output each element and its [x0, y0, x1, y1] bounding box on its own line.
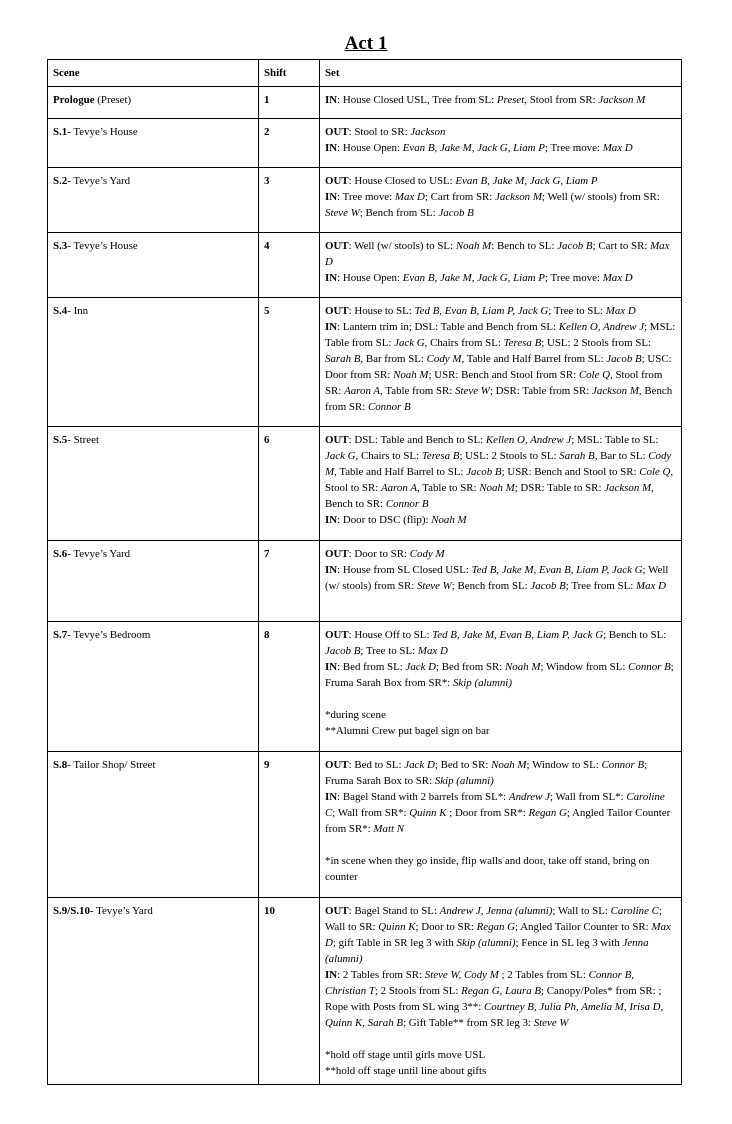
set-text: ; Window from SL: — [540, 661, 629, 673]
crew-name: Connor B — [601, 759, 645, 771]
table-row — [48, 87, 682, 119]
crew-name: Teresa B — [421, 450, 460, 462]
crew-name: Andrew J — [508, 791, 550, 803]
scene-name: - Tailor Shop/ Street — [67, 759, 156, 771]
set-text: ; Fruma Sarah Box to SR: — [325, 759, 648, 787]
scene-cell — [48, 898, 259, 1085]
crew-name: Jenna (alumni) — [325, 937, 649, 965]
crew-name: Kellen O, Andrew J — [485, 434, 572, 446]
set-text: , Stool from SR: — [524, 94, 599, 106]
column-header-shift: Shift — [259, 60, 320, 87]
set-text: ; Well (w/ stools) from SR: — [541, 191, 660, 203]
set-in-line — [325, 92, 677, 108]
action-keyword: OUT — [325, 905, 349, 917]
set-text: ; Bench from SL: — [451, 580, 531, 592]
crew-name: Jackson — [410, 126, 446, 138]
set-text: : Bench to SL: — [491, 240, 558, 252]
set-text: , Stool from SR: — [325, 369, 663, 397]
action-keyword: IN — [325, 321, 338, 333]
set-cell — [320, 622, 682, 752]
scene-code: S.7 — [53, 629, 68, 641]
set-text: ; DSR: Table from SR: — [489, 385, 593, 397]
action-keyword: OUT — [325, 305, 349, 317]
set-text: : House to SL: — [348, 305, 415, 317]
crew-name: Noah M — [393, 369, 429, 381]
set-text: ; Bench to SL: — [603, 629, 667, 641]
set-cell — [320, 752, 682, 898]
crew-name: Caroline C — [610, 905, 659, 917]
set-text: ; gift Table in SR leg 3 with — [332, 937, 457, 949]
scene-code: S.6 — [53, 548, 68, 560]
scene-note: *in scene when they go inside, flip walls and door, take off stand, bring on counter — [325, 855, 650, 883]
scene-note: *hold off stage until girls move USL — [325, 1049, 486, 1061]
scene-name: (Preset) — [94, 94, 132, 106]
set-text: : Tree move: — [337, 191, 395, 203]
crew-name: Connor B, Christian T — [325, 969, 634, 997]
scene-cell — [48, 752, 259, 898]
set-text: : Well (w/ stools) to SL: — [348, 240, 456, 252]
scene-code: S.3 — [53, 240, 68, 252]
set-cell — [320, 168, 682, 233]
set-in-line — [325, 789, 677, 837]
set-text: ; Wall from SR*: — [332, 807, 410, 819]
set-text: : Bed to SL: — [348, 759, 405, 771]
table-row — [48, 752, 682, 898]
crew-name: Aaron A — [381, 482, 418, 494]
action-keyword: OUT — [325, 240, 349, 252]
set-in-line — [325, 189, 677, 221]
crew-name: Skip (alumni) — [456, 937, 516, 949]
action-keyword: IN — [325, 191, 338, 203]
set-text: : Lantern trim in; DSL: Table and Bench from SL: — [337, 321, 559, 333]
crew-name: Matt N — [373, 823, 404, 835]
set-cell — [320, 541, 682, 622]
action-keyword: OUT — [325, 759, 349, 771]
shift-number: 7 — [259, 541, 320, 622]
crew-name: Skip (alumni) — [434, 775, 494, 787]
set-text: , Bench to SR: — [325, 482, 654, 510]
set-text: ; Cart from SR: — [424, 191, 496, 203]
set-text: ; DSR: Table to SR: — [514, 482, 605, 494]
set-text: , Chairs from SL: — [424, 337, 504, 349]
table-row — [48, 427, 682, 541]
set-text: ; Tree move: — [544, 272, 603, 284]
crew-name: Regan G — [528, 807, 567, 819]
set-text: ; Canopy/Poles* from SR: ; Rope with Posts from SL wing 3**: — [325, 985, 662, 1013]
scene-cell — [48, 168, 259, 233]
set-text: ; Cart to SR: — [592, 240, 651, 252]
shift-number: 8 — [259, 622, 320, 752]
scene-name: - Tevye’s Yard — [89, 905, 153, 917]
set-text: ; Angled Tailor Counter from SR*: — [325, 807, 671, 835]
table-row — [48, 119, 682, 168]
table-row — [48, 622, 682, 752]
set-text: , Stool to SR: — [325, 466, 674, 494]
set-in-line — [325, 140, 677, 156]
set-text: : Bed from SL: — [337, 661, 406, 673]
crew-name: Jacob B — [438, 207, 474, 219]
crew-name: Evan B, Jake M, Jack G, Liam P — [455, 175, 598, 187]
scene-cell — [48, 427, 259, 541]
set-text: ; Well (w/ stools) from SR: — [325, 564, 669, 592]
set-text: : Stool to SR: — [348, 126, 411, 138]
crew-name: Connor B — [385, 498, 429, 510]
crew-name: Regan G — [476, 921, 516, 933]
crew-name: Max D — [417, 645, 448, 657]
set-text: ; Fruma Sarah Box from SR*: — [325, 661, 674, 689]
crew-name: Jackson M — [598, 94, 646, 106]
crew-name: Jackson M — [592, 385, 639, 397]
set-text: ; Fence in SL leg 3 with — [515, 937, 623, 949]
set-text: , Table and Half Barrel from SL: — [461, 353, 607, 365]
crew-name: Ted B, Jake M, Evan B, Liam P, Jack G — [471, 564, 643, 576]
set-text: , Table and Half Barrel to SL: — [334, 466, 467, 478]
set-cell — [320, 233, 682, 298]
action-keyword: OUT — [325, 434, 349, 446]
set-text: ; 2 Tables from SL: — [498, 969, 589, 981]
column-header-scene: Scene — [48, 60, 259, 87]
scene-note: **Alumni Crew put bagel sign on bar — [325, 725, 490, 737]
page-title: Act 1 — [344, 33, 388, 54]
scene-cell — [48, 298, 259, 427]
crew-name: Cody M — [325, 450, 672, 478]
scene-code: Prologue — [53, 94, 95, 106]
crew-name: Noah M — [491, 759, 527, 771]
set-out-line — [325, 546, 677, 562]
crew-name: Preset — [496, 94, 525, 106]
set-cell — [320, 87, 682, 119]
action-keyword: OUT — [325, 629, 349, 641]
crew-name: Jackson M — [604, 482, 652, 494]
set-in-line — [325, 319, 677, 415]
crew-name: Jack G — [394, 337, 425, 349]
crew-name: Jack D — [404, 759, 435, 771]
crew-name: Max D — [636, 580, 666, 592]
set-out-line — [325, 903, 677, 967]
set-text: ; Tree from SL: — [565, 580, 637, 592]
scene-cell — [48, 87, 259, 119]
scene-name: - Tevye’s House — [67, 126, 138, 138]
scene-code: S.2 — [53, 175, 68, 187]
crew-name: Quinn K — [409, 807, 447, 819]
scene-code: S.5 — [53, 434, 68, 446]
set-in-line — [325, 270, 677, 286]
action-keyword: IN — [325, 142, 338, 154]
set-out-line — [325, 124, 677, 140]
set-text: ; USL: 2 Stools to SL: — [459, 450, 560, 462]
set-text: : DSL: Table and Bench to SL: — [348, 434, 486, 446]
shift-number: 1 — [259, 87, 320, 119]
crew-name: Jack D — [405, 661, 437, 673]
scene-cell — [48, 541, 259, 622]
set-text: ; Gift Table** from SR leg 3: — [403, 1017, 534, 1029]
set-text: ; Tree move: — [544, 142, 603, 154]
scene-code: S.1 — [53, 126, 68, 138]
set-text: ; Window to SL: — [526, 759, 602, 771]
set-cell — [320, 427, 682, 541]
set-text: ; USR: Bench and Stool from SR: — [428, 369, 579, 381]
set-text: ; Tree to SL: — [360, 645, 418, 657]
set-text: ; MSL: Table to SL: — [571, 434, 659, 446]
set-text: : House Closed USL, Tree from SL: — [337, 94, 497, 106]
crew-name: Aaron A — [344, 385, 381, 397]
crew-name: Cody M — [426, 353, 462, 365]
crew-name: Max D — [325, 921, 671, 949]
shift-number: 9 — [259, 752, 320, 898]
set-text: ; Angled Tailor Counter to SR: — [515, 921, 652, 933]
crew-name: Steve W, Cody M — [424, 969, 499, 981]
set-in-line — [325, 512, 677, 528]
set-text: , Table from SR: — [380, 385, 456, 397]
action-keyword: OUT — [325, 548, 349, 560]
shift-number: 10 — [259, 898, 320, 1085]
crew-name: Ted B, Evan B, Liam P, Jack G — [414, 305, 549, 317]
set-out-line — [325, 173, 677, 189]
set-text: , Chairs to SL: — [355, 450, 422, 462]
scene-code: S.8 — [53, 759, 68, 771]
scene-note: **hold off stage until line about gifts — [325, 1065, 487, 1077]
table-row — [48, 541, 682, 622]
scene-code: S.4 — [53, 305, 68, 317]
crew-name: Steve W — [325, 207, 360, 219]
crew-name: Caroline C — [325, 791, 665, 819]
action-keyword: IN — [325, 272, 338, 284]
table-row — [48, 233, 682, 298]
set-text: ; Door from SR*: — [446, 807, 529, 819]
set-text: , Bar from SL: — [360, 353, 427, 365]
action-keyword: IN — [325, 564, 338, 576]
set-text: , Bench from SR: — [325, 385, 673, 413]
set-text: : Bagel Stand with 2 barrels from SL*: — [337, 791, 509, 803]
table-row — [48, 168, 682, 233]
crew-name: Noah M — [455, 240, 492, 252]
set-out-line — [325, 303, 677, 319]
set-in-line — [325, 659, 677, 691]
shift-table — [47, 59, 682, 1085]
action-keyword: OUT — [325, 126, 349, 138]
note-spacer — [325, 837, 677, 853]
set-text: ; MSL: Table from SL: — [325, 321, 676, 349]
shift-number: 6 — [259, 427, 320, 541]
set-text: : Bagel Stand to SL: — [348, 905, 440, 917]
scene-code: S.9/S.10 — [53, 905, 90, 917]
set-text: , Table to SR: — [417, 482, 480, 494]
crew-name: Max D — [325, 240, 670, 268]
set-text: ; Tree to SL: — [548, 305, 606, 317]
action-keyword: IN — [325, 94, 338, 106]
set-text: ; Wall to SL: — [552, 905, 611, 917]
crew-name: Jacob B — [530, 580, 566, 592]
scene-cell — [48, 119, 259, 168]
table-row — [48, 898, 682, 1085]
set-text: ; Wall to SR: — [325, 905, 662, 933]
crew-name: Connor B — [367, 401, 411, 413]
crew-name: Max D — [602, 142, 633, 154]
set-text: : House from SL Closed USL: — [337, 564, 472, 576]
crew-name: Max D — [602, 272, 633, 284]
crew-name: Jackson M — [495, 191, 542, 203]
scene-name: - Inn — [67, 305, 89, 317]
scene-name: - Tevye’s Yard — [67, 175, 131, 187]
set-in-line — [325, 967, 677, 1031]
set-text: : House Open: — [337, 272, 403, 284]
crew-name: Noah M — [479, 482, 515, 494]
set-text: : Door to SR: — [348, 548, 410, 560]
set-text: : House Closed to USL: — [348, 175, 456, 187]
crew-name: Steve W — [455, 385, 490, 397]
set-out-line — [325, 238, 677, 270]
crew-name: Jack G — [325, 450, 356, 462]
crew-name: Ted B, Jake M, Evan B, Liam P, Jack G — [432, 629, 604, 641]
set-text: : House Open: — [337, 142, 403, 154]
scene-name: - Street — [67, 434, 99, 446]
set-out-line — [325, 627, 677, 659]
crew-name: Jacob B — [557, 240, 593, 252]
crew-name: Noah M — [431, 514, 467, 526]
crew-name: Quinn K — [378, 921, 416, 933]
action-keyword: IN — [325, 969, 338, 981]
crew-name: Teresa B — [503, 337, 542, 349]
crew-name: Max D — [394, 191, 425, 203]
shift-number: 5 — [259, 298, 320, 427]
crew-name: Kellen O, Andrew J — [558, 321, 645, 333]
crew-name: Jacob B — [606, 353, 642, 365]
scene-name: - Tevye’s House — [67, 240, 138, 252]
crew-name: Jacob B — [466, 466, 502, 478]
shift-number: 4 — [259, 233, 320, 298]
crew-name: Cole Q — [639, 466, 671, 478]
crew-name: Cody M — [409, 548, 445, 560]
set-text: : 2 Tables from SR: — [337, 969, 425, 981]
set-text: , Bar to SL: — [594, 450, 649, 462]
crew-name: Cole Q — [578, 369, 611, 381]
scene-cell — [48, 622, 259, 752]
set-text: ; Bench from SL: — [359, 207, 439, 219]
note-spacer — [325, 1031, 677, 1047]
set-text: ; USC: Door from SR: — [325, 353, 672, 381]
crew-name: Jacob B — [325, 645, 361, 657]
action-keyword: IN — [325, 661, 338, 673]
crew-name: Connor B — [628, 661, 671, 673]
set-out-line — [325, 757, 677, 789]
set-text: : Door to DSC (flip): — [337, 514, 432, 526]
action-keyword: IN — [325, 514, 338, 526]
action-keyword: IN — [325, 791, 338, 803]
shift-number: 2 — [259, 119, 320, 168]
set-text: ; USL: 2 Stools from SL: — [541, 337, 652, 349]
set-cell — [320, 119, 682, 168]
column-header-set: Set — [320, 60, 682, 87]
crew-name: Sarah B — [559, 450, 595, 462]
crew-name: Steve W — [416, 580, 452, 592]
crew-name: Skip (alumni) — [452, 677, 512, 689]
set-out-line — [325, 432, 677, 512]
crew-name: Steve W — [533, 1017, 569, 1029]
set-text: ; Bed from SR: — [436, 661, 506, 673]
crew-name: Courtney B, Julia Ph, Amelia M, Irisa D, Quinn K, Sarah B — [325, 1001, 664, 1029]
crew-name: Max D — [605, 305, 636, 317]
crew-name: Evan B, Jake M, Jack G, Liam P — [402, 142, 545, 154]
set-text: ; Bed to SR: — [434, 759, 492, 771]
set-text: ; USR: Bench and Stool to SR: — [501, 466, 640, 478]
set-text: ; Wall from SL*: — [549, 791, 627, 803]
table-row — [48, 298, 682, 427]
action-keyword: OUT — [325, 175, 349, 187]
crew-name: Andrew J, Jenna (alumni) — [439, 905, 553, 917]
scene-name: - Tevye’s Bedroom — [67, 629, 151, 641]
set-text: : House Off to SL: — [348, 629, 433, 641]
set-in-line — [325, 562, 677, 594]
shift-number: 3 — [259, 168, 320, 233]
set-text: ; Door to SR: — [415, 921, 477, 933]
scene-cell — [48, 233, 259, 298]
set-cell — [320, 298, 682, 427]
set-text: ; 2 Stools from SL: — [374, 985, 462, 997]
crew-name: Evan B, Jake M, Jack G, Liam P — [402, 272, 545, 284]
scene-note: *during scene — [325, 709, 386, 721]
crew-name: Sarah B — [325, 353, 361, 365]
crew-name: Noah M — [505, 661, 541, 673]
scene-name: - Tevye’s Yard — [67, 548, 131, 560]
set-cell — [320, 898, 682, 1085]
table-header-row — [48, 60, 682, 87]
crew-name: Regan G, Laura B — [461, 985, 542, 997]
note-spacer — [325, 691, 677, 707]
